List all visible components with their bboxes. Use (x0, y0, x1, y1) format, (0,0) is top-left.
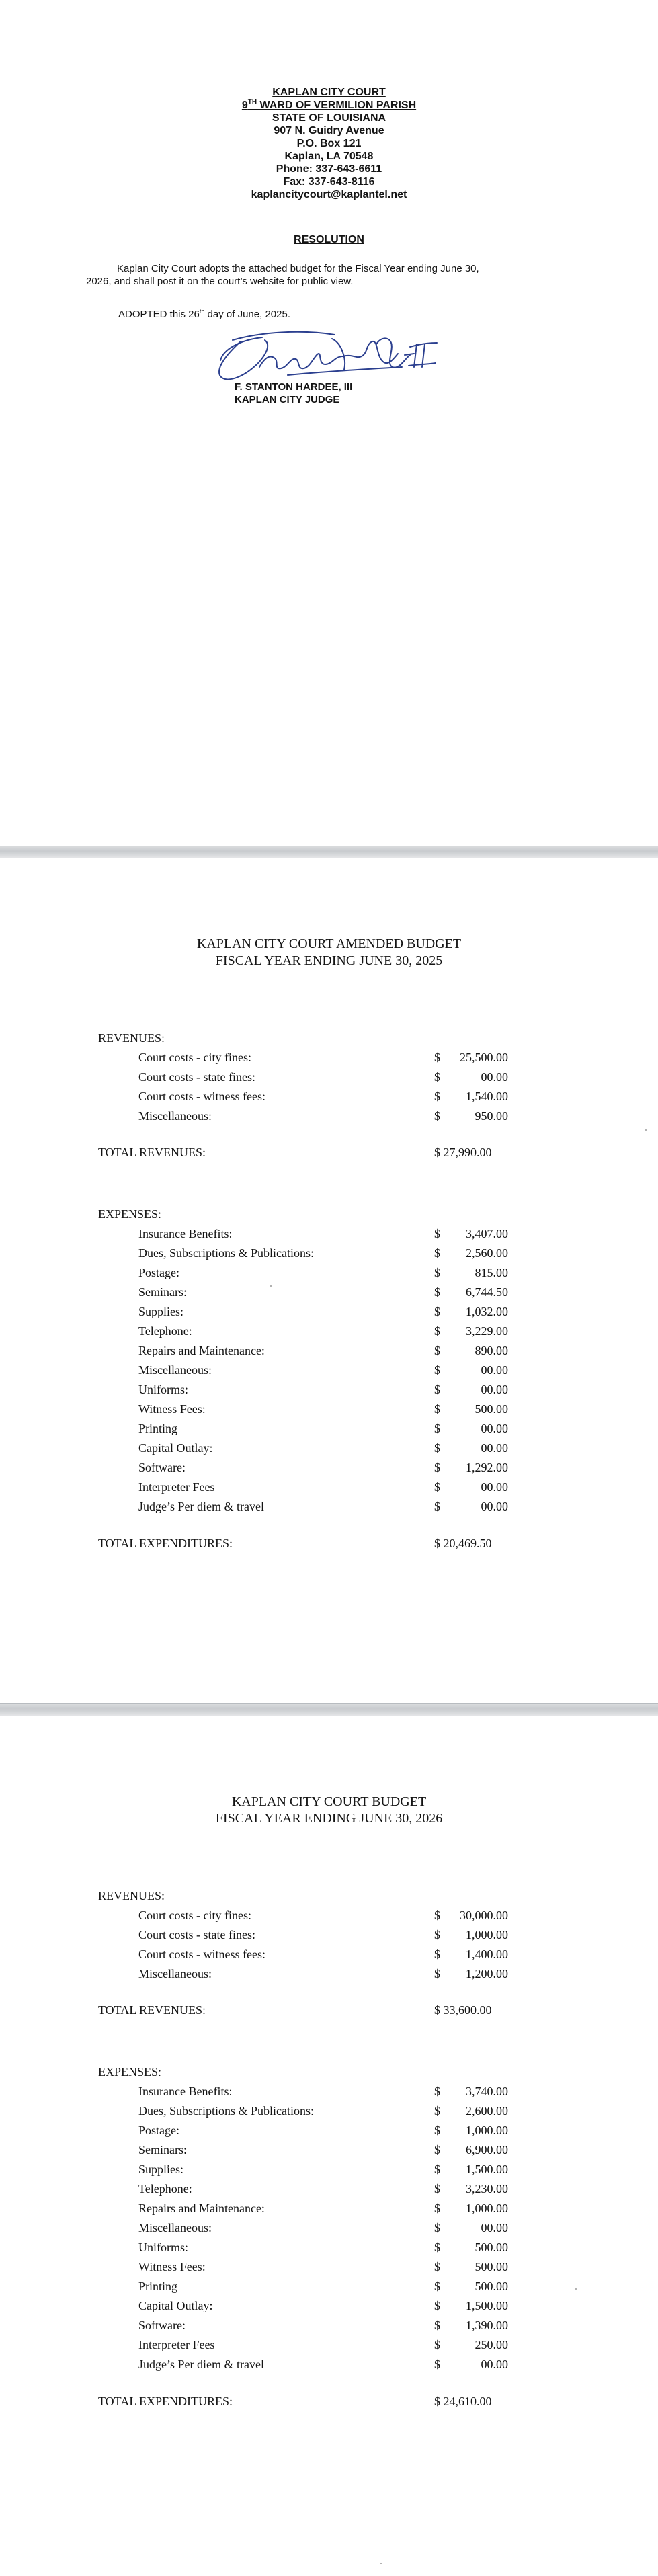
line-item (98, 1964, 515, 1984)
line-item-label: Capital Outlay: (138, 1441, 213, 1455)
amount-value: 2,600.00 (466, 2104, 508, 2118)
amount-value: 1,500.00 (466, 2299, 508, 2312)
amount-value: 00.00 (481, 1500, 508, 1513)
currency-symbol: $ (434, 2104, 440, 2118)
line-item (98, 2316, 515, 2335)
revenues-heading: REVENUES: (98, 1031, 165, 1045)
amended-revenues-section (98, 1029, 515, 1126)
line-item-label: Interpreter Fees (138, 2338, 215, 2351)
line-item (98, 2199, 515, 2218)
budget-expenses-section (98, 2062, 515, 2374)
amount-value: 1,390.00 (466, 2319, 508, 2332)
amended-expenses-section (98, 1205, 515, 1517)
line-item-label: Telephone: (138, 2182, 192, 2196)
line-item (98, 2257, 515, 2277)
line-item (98, 1244, 515, 1263)
state-line: STATE OF LOUISIANA (272, 112, 386, 124)
line-item-label: Judge’s Per diem & travel (138, 1500, 264, 1513)
line-item (98, 1283, 515, 1302)
currency-symbol: $ (434, 1090, 440, 1103)
amount-value: 950.00 (475, 1109, 508, 1123)
budget-page (0, 1716, 658, 2576)
line-item (98, 1068, 515, 1087)
line-item (98, 2160, 515, 2179)
line-item-label: Court costs - witness fees: (138, 1090, 265, 1103)
amount-value: 1,400.00 (466, 1947, 508, 1961)
currency-symbol: $ (434, 2124, 440, 2137)
currency-symbol: $ (434, 2221, 440, 2235)
line-item-label: Miscellaneous: (138, 1363, 212, 1377)
amount-value: 1,540.00 (466, 1090, 508, 1103)
line-item (98, 1925, 515, 1945)
currency-symbol: $ (434, 1928, 440, 1941)
amount-value: 1,000.00 (466, 1928, 508, 1941)
ward-line (0, 99, 658, 112)
currency-symbol: $ (434, 1285, 440, 1299)
amount-value: 500.00 (475, 1402, 508, 1416)
line-item-label: Witness Fees: (138, 2260, 206, 2273)
line-item-label: Software: (138, 2319, 186, 2332)
line-item (98, 1087, 515, 1106)
line-item-label: Software: (138, 1461, 186, 1474)
amount-value: 00.00 (481, 1422, 508, 1435)
currency-symbol: $ (434, 1363, 440, 1377)
expenses-heading: EXPENSES: (98, 2065, 162, 2079)
total-revenues-amount: $ 33,600.00 (434, 2003, 492, 2017)
amount-value: 500.00 (475, 2260, 508, 2273)
currency-symbol: $ (434, 1402, 440, 1416)
total-revenues-row (98, 2001, 515, 2020)
line-item (98, 1419, 515, 1439)
revenues-heading: REVENUES: (98, 1889, 165, 1902)
currency-symbol: $ (434, 1344, 440, 1357)
amended-budget-page (0, 858, 658, 1703)
scan-speck (575, 2288, 577, 2290)
amount-value: 1,500.00 (466, 2163, 508, 2176)
expenses-heading: EXPENSES: (98, 1207, 162, 1221)
amount-value: 250.00 (475, 2338, 508, 2351)
amount-value: 00.00 (481, 1363, 508, 1377)
currency-symbol: $ (434, 2299, 440, 2312)
amount-value: 00.00 (481, 1441, 508, 1455)
total-revenues-amount: $ 27,990.00 (434, 1145, 492, 1159)
line-item (98, 1263, 515, 1283)
currency-symbol: $ (434, 2241, 440, 2254)
line-item (98, 2296, 515, 2316)
budget-title-line-1: KAPLAN CITY COURT BUDGET (231, 1794, 427, 1809)
currency-symbol: $ (434, 1967, 440, 1980)
total-expenditures-row (98, 2392, 515, 2411)
line-item (98, 1380, 515, 1400)
signer-name: F. STANTON HARDEE, III (235, 381, 353, 393)
amount-value: 6,900.00 (466, 2143, 508, 2157)
amount-value: 30,000.00 (460, 1908, 508, 1922)
currency-symbol: $ (434, 2260, 440, 2273)
line-item (98, 2140, 515, 2160)
currency-symbol: $ (434, 1109, 440, 1123)
line-item (98, 2218, 515, 2238)
currency-symbol: $ (434, 2338, 440, 2351)
currency-symbol: $ (434, 1908, 440, 1922)
line-item-label: Interpreter Fees (138, 1480, 215, 1494)
line-item (98, 1106, 515, 1126)
line-item-label: Insurance Benefits: (138, 2085, 233, 2098)
amount-value: 00.00 (481, 2358, 508, 2371)
line-item-label: Capital Outlay: (138, 2299, 213, 2312)
budget-title-line-2: FISCAL YEAR ENDING JUNE 30, 2026 (215, 1811, 443, 1826)
line-item-label: Miscellaneous: (138, 1109, 212, 1123)
line-item (98, 1945, 515, 1964)
amount-value: 6,744.50 (466, 1285, 508, 1299)
adopted-text-end: day of June, 2025. (204, 309, 290, 320)
currency-symbol: $ (434, 1305, 440, 1318)
line-item (98, 1322, 515, 1341)
amended-budget-title-line-1: KAPLAN CITY COURT AMENDED BUDGET (196, 936, 462, 951)
currency-symbol: $ (434, 2319, 440, 2332)
line-item (98, 2238, 515, 2257)
currency-symbol: $ (434, 1266, 440, 1279)
amount-value: 3,407.00 (466, 1227, 508, 1240)
line-item (98, 1302, 515, 1322)
page-separator (0, 1703, 658, 1717)
line-item-label: Uniforms: (138, 1383, 188, 1396)
currency-symbol: $ (434, 2163, 440, 2176)
amended-budget-title-line-2: FISCAL YEAR ENDING JUNE 30, 2025 (215, 953, 443, 968)
line-item-label: Miscellaneous: (138, 2221, 212, 2235)
currency-symbol: $ (434, 1070, 440, 1084)
line-item-label: Witness Fees: (138, 1402, 206, 1416)
line-item (98, 2179, 515, 2199)
ward-ordinal: TH (247, 98, 257, 106)
resolution-body (86, 262, 583, 288)
budget-revenues-section (98, 1886, 515, 1984)
line-item-label: Repairs and Maintenance: (138, 2202, 265, 2215)
amount-value: 815.00 (475, 1266, 508, 1279)
ward-number: 9 (241, 99, 248, 111)
line-item-label: Dues, Subscriptions & Publications: (138, 1246, 314, 1260)
line-item-label: Court costs - witness fees: (138, 1947, 265, 1961)
line-item-label: Judge’s Per diem & travel (138, 2358, 264, 2371)
line-item-label: Printing (138, 1422, 178, 1435)
line-item (98, 2121, 515, 2140)
currency-symbol: $ (434, 1947, 440, 1961)
line-item-label: Dues, Subscriptions & Publications: (138, 2104, 314, 2118)
line-item (98, 2277, 515, 2296)
email-address: kaplancitycourt@kaplantel.net (251, 189, 407, 200)
line-item (98, 1048, 515, 1068)
currency-symbol: $ (434, 2280, 440, 2293)
line-item-label: Supplies: (138, 2163, 184, 2176)
line-item-label: Postage: (138, 2124, 179, 2137)
currency-symbol: $ (434, 1441, 440, 1455)
line-item-label: Court costs - city fines: (138, 1051, 251, 1064)
adopted-ordinal: th (199, 308, 205, 315)
total-expenditures-amount: $ 24,610.00 (434, 2394, 492, 2408)
currency-symbol: $ (434, 1383, 440, 1396)
line-item-label: Printing (138, 2280, 178, 2293)
line-item-label: Repairs and Maintenance: (138, 1344, 265, 1357)
line-item (98, 1361, 515, 1380)
line-item (98, 1497, 515, 1517)
currency-symbol: $ (434, 1480, 440, 1494)
amount-value: 1,000.00 (466, 2124, 508, 2137)
line-item (98, 1224, 515, 1244)
total-revenues-label: TOTAL REVENUES: (98, 2003, 206, 2017)
scan-speck (270, 1285, 272, 1287)
amount-value: 3,230.00 (466, 2182, 508, 2196)
signer-block (235, 380, 352, 406)
currency-symbol: $ (434, 1051, 440, 1064)
line-item (98, 1400, 515, 1419)
line-item-label: Court costs - state fines: (138, 1928, 255, 1941)
line-item (98, 2101, 515, 2121)
line-item (98, 2355, 515, 2374)
currency-symbol: $ (434, 2358, 440, 2371)
line-item-label: Uniforms: (138, 2241, 188, 2254)
budget-title (0, 1794, 658, 1827)
signer-title: KAPLAN CITY JUDGE (235, 394, 340, 405)
total-expenditures-amount: $ 20,469.50 (434, 1537, 492, 1550)
currency-symbol: $ (434, 1227, 440, 1240)
adopted-text-start: ADOPTED this 26 (118, 309, 200, 320)
letterhead (0, 86, 658, 201)
currency-symbol: $ (434, 1324, 440, 1338)
line-item-label: Court costs - state fines: (138, 1070, 255, 1084)
amount-value: 500.00 (475, 2280, 508, 2293)
amount-value: 1,032.00 (466, 1305, 508, 1318)
currency-symbol: $ (434, 2182, 440, 2196)
resolution-body-line-1: Kaplan City Court adopts the attached budget for the Fiscal Year ending June 30, (117, 263, 479, 274)
total-revenues-label: TOTAL REVENUES: (98, 1145, 206, 1159)
currency-symbol: $ (434, 2202, 440, 2215)
currency-symbol: $ (434, 1500, 440, 1513)
scan-speck (645, 1129, 647, 1131)
po-box: P.O. Box 121 (296, 138, 362, 149)
amount-value: 00.00 (481, 1383, 508, 1396)
resolution-body-line-2: 2026, and shall post it on the court’s website for public view. (86, 276, 354, 287)
phone-number: Phone: 337-643-6611 (276, 163, 382, 175)
amount-value: 500.00 (475, 2241, 508, 2254)
resolution-title: RESOLUTION (294, 234, 364, 245)
total-expenditures-label: TOTAL EXPENDITURES: (98, 2394, 233, 2408)
total-expenditures-label: TOTAL EXPENDITURES: (98, 1537, 233, 1550)
currency-symbol: $ (434, 1246, 440, 1260)
currency-symbol: $ (434, 2085, 440, 2098)
total-revenues-row (98, 1143, 515, 1162)
currency-symbol: $ (434, 2143, 440, 2157)
amount-value: 00.00 (481, 2221, 508, 2235)
line-item (98, 1439, 515, 1458)
line-item (98, 1341, 515, 1361)
line-item (98, 1906, 515, 1925)
amount-value: 00.00 (481, 1070, 508, 1084)
total-expenditures-row (98, 1534, 515, 1554)
line-item-label: Postage: (138, 1266, 179, 1279)
city-state-zip: Kaplan, LA 70548 (284, 151, 374, 162)
fax-number: Fax: 337-643-8116 (283, 176, 375, 188)
amount-value: 1,292.00 (466, 1461, 508, 1474)
amount-value: 25,500.00 (460, 1051, 508, 1064)
line-item (98, 1458, 515, 1478)
amount-value: 3,740.00 (466, 2085, 508, 2098)
adopted-date (118, 308, 290, 320)
line-item (98, 1478, 515, 1497)
currency-symbol: $ (434, 1422, 440, 1435)
line-item-label: Insurance Benefits: (138, 1227, 233, 1240)
line-item-label: Seminars: (138, 2143, 187, 2157)
line-item (98, 2335, 515, 2355)
amount-value: 3,229.00 (466, 1324, 508, 1338)
court-name: KAPLAN CITY COURT (272, 87, 386, 98)
resolution-page (0, 0, 658, 846)
line-item (98, 2082, 515, 2101)
page-separator (0, 846, 658, 859)
amount-value: 00.00 (481, 1480, 508, 1494)
amended-budget-title (0, 936, 658, 969)
amount-value: 2,560.00 (466, 1246, 508, 1260)
amount-value: 890.00 (475, 1344, 508, 1357)
line-item-label: Court costs - city fines: (138, 1908, 251, 1922)
line-item-label: Supplies: (138, 1305, 184, 1318)
street-address: 907 N. Guidry Avenue (274, 125, 384, 136)
amount-value: 1,000.00 (466, 2202, 508, 2215)
ward-text: WARD OF VERMILION PARISH (257, 99, 417, 111)
line-item-label: Telephone: (138, 1324, 192, 1338)
scan-speck (380, 2563, 382, 2564)
line-item-label: Seminars: (138, 1285, 187, 1299)
line-item-label: Miscellaneous: (138, 1967, 212, 1980)
amount-value: 1,200.00 (466, 1967, 508, 1980)
currency-symbol: $ (434, 1461, 440, 1474)
